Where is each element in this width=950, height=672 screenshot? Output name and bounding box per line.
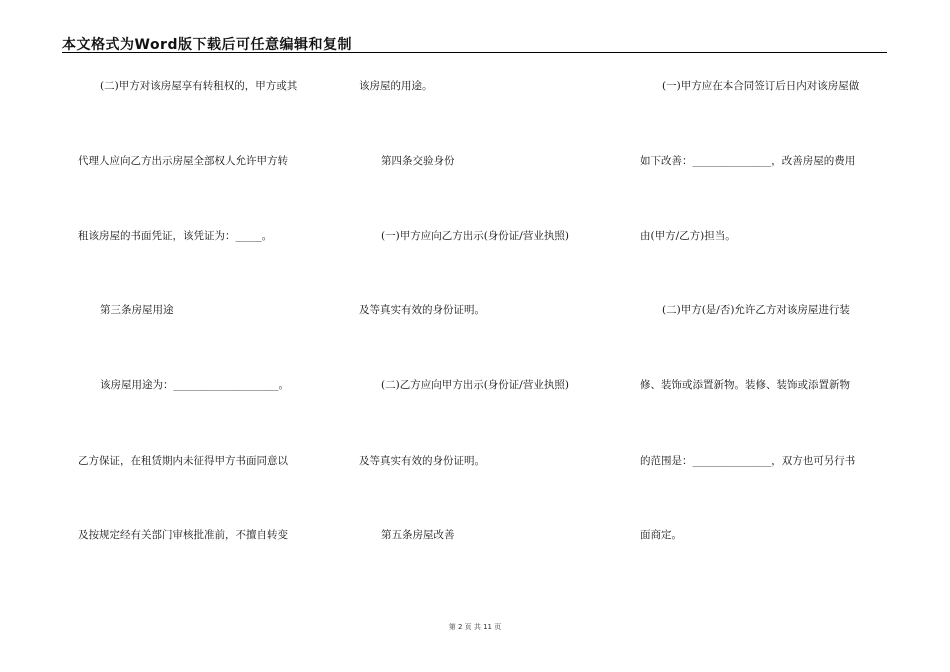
document-header-title: 本文格式为Word版下载后可任意编辑和复制 <box>62 37 352 53</box>
text-line: 及等真实有效的身份证明。 <box>359 304 485 316</box>
page-number: 第 2 页 共 11 页 <box>448 623 502 631</box>
header-rule <box>62 52 887 53</box>
text-line: 的范围是：_______________，双方也可另行书 <box>640 455 856 467</box>
text-line: (二)甲方(是/否)允许乙方对该房屋进行装 <box>662 304 850 316</box>
text-line: 乙方保证，在租赁期内未征得甲方书面同意以 <box>78 455 288 467</box>
text-line: (二)乙方应向甲方出示(身份证/营业执照) <box>381 379 569 391</box>
section-heading: 第五条房屋改善 <box>381 529 455 541</box>
text-line: 租该房屋的书面凭证，该凭证为：_____。 <box>78 230 273 242</box>
text-line: 修、装饰或添置新物。装修、装饰或添置新物 <box>640 379 850 391</box>
text-line: 面商定。 <box>640 529 682 541</box>
section-heading: 第四条交验身份 <box>381 155 455 167</box>
text-line: 代理人应向乙方出示房屋全部权人允许甲方转 <box>78 155 288 167</box>
text-line: (一)甲方应在本合同签订后日内对该房屋做 <box>662 80 860 92</box>
text-line: 及按规定经有关部门审核批准前，不擅自转变 <box>78 529 288 541</box>
section-heading: 第三条房屋用途 <box>100 304 174 316</box>
text-line: 及等真实有效的身份证明。 <box>359 455 485 467</box>
text-line: 如下改善：_______________，改善房屋的费用 <box>640 155 856 167</box>
text-line: 该房屋的用途。 <box>359 80 433 92</box>
text-line: 该房屋用途为：____________________。 <box>100 379 289 391</box>
text-line: (一)甲方应向乙方出示(身份证/营业执照) <box>381 230 569 242</box>
text-line: 由(甲方/乙方)担当。 <box>640 230 736 242</box>
text-line: (二)甲方对该房屋享有转租权的，甲方或其 <box>100 80 298 92</box>
